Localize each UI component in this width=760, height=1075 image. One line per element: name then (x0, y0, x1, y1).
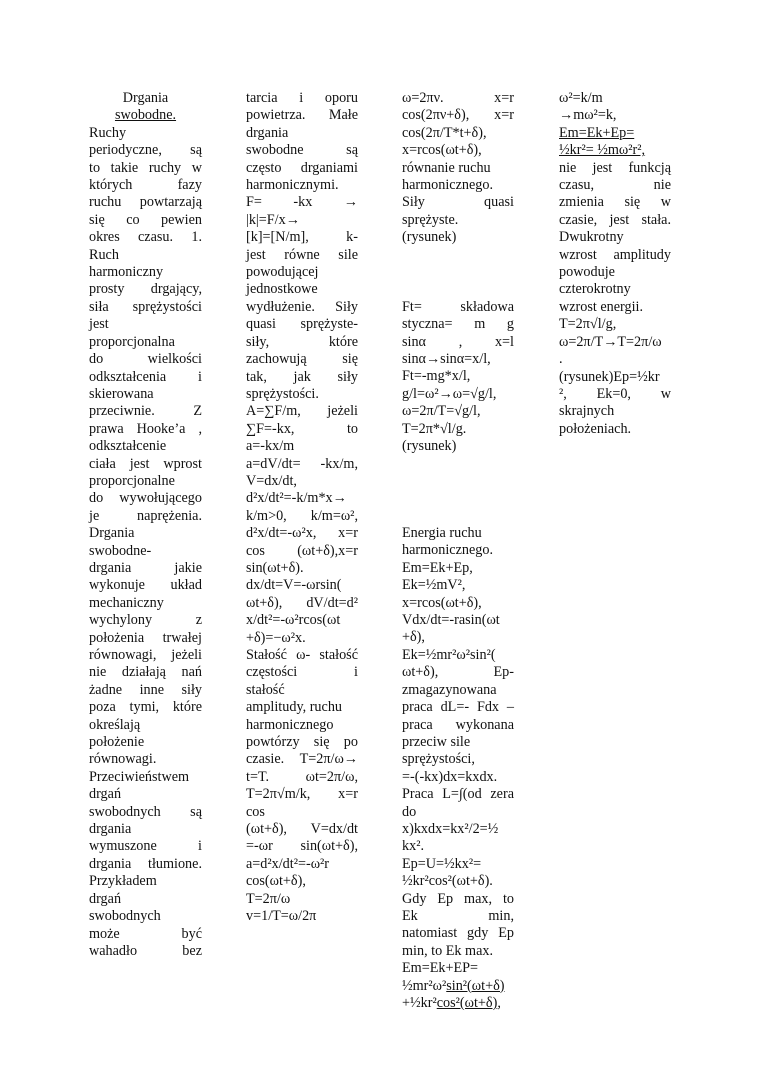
text-line: ruchu powtarzają (89, 194, 202, 211)
text-line: Przykładem (89, 873, 157, 890)
text-line: Ruchy (89, 124, 127, 141)
text-line: a=-kx/m (246, 438, 295, 455)
text-line: x)kxdx=kx²/2=½ (402, 820, 499, 837)
text-line: sinα , x=l (402, 333, 514, 350)
text-line: harmonicznego. (402, 177, 493, 194)
text-line: żadne inne siły (89, 681, 202, 698)
text-column-2 (246, 90, 358, 926)
text-line: swobodne są (246, 142, 358, 159)
text-line: wykonuje układ (89, 577, 202, 594)
text-line: =-(-kx)dx=kxdx. (402, 768, 498, 785)
text-line: cos (ωt+δ),x=r (246, 542, 358, 559)
text-line: F= -kx → (246, 194, 358, 211)
text-line: T=2π*√l/g. (402, 420, 467, 437)
text-line: czasie. T=2π/ω→ (246, 751, 358, 768)
text-line: d²x/dt²=-k/m*x→ (246, 490, 347, 507)
text-line: Gdy Ep max, to (402, 890, 514, 907)
text-line: Em=Ek+Ep, (402, 559, 473, 576)
text-line: jest (89, 316, 109, 333)
text-line: T=2π/ω (246, 890, 291, 907)
text-line: to takie ruchy w (89, 159, 202, 176)
text-line: Em=Ek+Ep= (559, 124, 635, 141)
text-line: x=rcos(ωt+δ), (402, 142, 482, 159)
text-line: praca dL=- Fdx – (402, 699, 514, 716)
text-line: a=dV/dt= -kx/m, (246, 455, 358, 472)
text-line: g/l=ω²→ω=√g/l, (402, 385, 497, 402)
text-line: Przeciwieństwem (89, 768, 190, 785)
text-line: je naprężenia. (89, 507, 202, 524)
text-line: Ft= składowa (402, 298, 514, 315)
text-line: ωt+δ), Ep- (402, 664, 514, 681)
text-line: nie działają nań (89, 664, 202, 681)
text-line: jest równe sile (246, 246, 358, 263)
text-line: równanie ruchu (402, 159, 491, 176)
text-line: proporcjonalne (89, 472, 175, 489)
text-line: ², Ek=0, w (559, 385, 671, 402)
text-column-4 (559, 90, 671, 438)
text-line: Ft=-mg*x/l, (402, 368, 471, 385)
text-line: może być (89, 925, 202, 942)
text-line: kx². (402, 838, 424, 855)
text-line: =-ωr sin(ωt+δ), (246, 838, 358, 855)
text-line: |k|=F/x→ (246, 211, 300, 228)
text-line: Em=Ek+EP= (402, 960, 479, 977)
text-line: amplitudy, ruchu (246, 699, 343, 716)
text-line: mechaniczny (89, 594, 164, 611)
text-line: cos(2πν+δ), x=r (402, 107, 514, 124)
text-line: równowagi. (89, 751, 157, 768)
text-line: ∑F=-kx, to (246, 420, 358, 437)
text-line: Praca L=∫(od zera (402, 786, 514, 803)
text-line: drgania jakie (89, 559, 202, 576)
text-line: okres czasu. 1. (89, 229, 202, 246)
text-line: ciała jest wprost (89, 455, 202, 472)
text-line: (rysunek) (402, 229, 457, 246)
text-line: tarcia i oporu (246, 90, 358, 106)
text-line: V=dx/dt, (246, 472, 297, 489)
text-line: x/dt²=-ω²rcos(ωt (246, 612, 341, 629)
text-line: t=T. ωt=2π/ω, (246, 768, 358, 785)
text-line: wzrost amplitudy (559, 246, 671, 263)
text-line: Drgania (122, 90, 169, 106)
text-line: zmagazynowana (402, 681, 497, 698)
text-line: przeciwnie. Z (89, 403, 202, 420)
text-line: sprężystości. (246, 385, 319, 402)
text-line: często drganiami (246, 159, 358, 176)
text-line: ½kr²cos²(ωt+δ). (402, 873, 493, 890)
text-line: . (559, 351, 563, 368)
text-line: skierowana (89, 385, 154, 402)
text-line: tak, jak siły (246, 368, 358, 385)
text-line: A=∑F/m, jeżeli (246, 403, 358, 420)
text-line: drgania (89, 821, 132, 838)
text-column-1 (89, 90, 202, 960)
text-line: czasu, nie (559, 177, 671, 194)
text-line: a=d²x/dt²=-ω²r (246, 855, 330, 872)
text-line: odkształcenie (89, 438, 167, 455)
text-line: zmienia się w (559, 194, 671, 211)
text-line: (rysunek)Ep=½kr (559, 368, 660, 385)
text-line: ω=2π/T→T=2π/ω (559, 333, 662, 350)
text-line: quasi sprężyste- (246, 316, 358, 333)
text-line: styczna= m g (402, 316, 514, 333)
text-line: skrajnych (559, 403, 615, 420)
text-line: (rysunek) (402, 438, 457, 455)
text-line: sprężystości, (402, 751, 475, 768)
text-line: powietrza. Małe (246, 107, 358, 124)
text-line: nie jest funkcją (559, 159, 671, 176)
text-line: Stałość ω- stałość (246, 647, 358, 663)
text-line: cos (246, 803, 265, 820)
text-line: prawa Hooke’a , (89, 420, 202, 437)
text-line: wahadło bez (89, 942, 202, 959)
text-line: [k]=[N/m], k- (246, 229, 358, 246)
text-line: harmonicznymi. (246, 177, 339, 194)
text-line: powoduje (559, 264, 615, 281)
text-line: wydłużenie. Siły (246, 298, 358, 315)
text-line: T=2π√m/k, x=r (246, 786, 358, 803)
text-line: Dwukrotny (559, 229, 624, 246)
text-line: Ruch (89, 246, 119, 263)
text-line: położenie (89, 734, 145, 751)
text-line: swobodnych (89, 908, 161, 925)
text-line: równowagi, jeżeli (89, 647, 202, 663)
text-line: wymuszone i (89, 838, 202, 855)
text-line: Drgania (89, 525, 135, 542)
text-line: harmonicznego. (402, 542, 493, 559)
text-line: Ek min, (402, 907, 514, 924)
text-line: +½kr²cos²(ωt+δ), (402, 995, 501, 1012)
text-line: cos(ωt+δ), (246, 873, 306, 890)
text-line: k/m>0, k/m=ω², (246, 507, 358, 524)
text-line: Siły quasi (402, 194, 514, 211)
text-line: harmoniczny (89, 264, 164, 281)
text-line: Vdx/dt=-rasin(ωt (402, 612, 500, 629)
text-line: powtórzy się po (246, 734, 358, 751)
text-line: czterokrotny (559, 281, 631, 298)
text-line: +δ), (402, 629, 425, 646)
text-line: prosty drgający, (89, 281, 202, 298)
text-line: dx/dt=V=-ωrsin( (246, 577, 342, 594)
text-line: drgań (89, 890, 122, 907)
text-column-3 (402, 90, 514, 1012)
text-line: wzrost energii. (559, 298, 644, 315)
text-line: powodującej (246, 264, 319, 281)
text-line: do wielkości (89, 351, 202, 368)
text-line: jednostkowe (246, 281, 318, 298)
text-line: do (402, 803, 417, 820)
text-line: →mω²=k, (559, 107, 617, 124)
text-line: się co pewien (89, 211, 202, 228)
text-line: sin(ωt+δ). (246, 559, 304, 576)
text-line: cos(2π/T*t+δ), (402, 124, 487, 141)
text-line: proporcjonalna (89, 333, 175, 350)
text-line: natomiast gdy Ep (402, 925, 514, 942)
text-line: +δ)=−ω²x. (246, 629, 306, 646)
text-line: min, to Ek max. (402, 942, 494, 959)
text-line: T=2π√l/g, (559, 316, 617, 333)
text-line: x=rcos(ωt+δ), (402, 594, 482, 611)
text-line: v=1/T=ω/2π (246, 908, 317, 925)
text-line: poza tymi, które (89, 699, 202, 716)
text-line: Ep=U=½kx²= (402, 855, 482, 872)
text-line: ½mr²ω²sin²(ωt+δ) (402, 977, 505, 994)
text-line: przeciw sile (402, 733, 471, 750)
text-line: sinα→sinα=x/l, (402, 351, 491, 368)
text-line: praca wykonana (402, 716, 514, 733)
text-line: sprężyste. (402, 211, 459, 228)
text-line: zachowują się (246, 351, 358, 368)
text-line: położeniach. (559, 420, 632, 437)
text-line: częstości i (246, 664, 358, 681)
text-line: drgań (89, 786, 122, 803)
text-line: ωt+δ), dV/dt=d² (246, 594, 358, 611)
text-line: ω=2πν. x=r (402, 90, 514, 106)
text-line: harmonicznego (246, 716, 334, 733)
text-line: odkształcenia i (89, 368, 202, 385)
text-line: (ωt+δ), V=dx/dt (246, 821, 358, 838)
text-line: ω²=k/m (559, 90, 603, 106)
text-line: stałość (246, 681, 285, 698)
text-line: drgania tłumione. (89, 855, 202, 872)
text-line: Ek=½mV², (402, 577, 466, 594)
text-line: których fazy (89, 177, 202, 194)
text-line: swobodne- (89, 542, 152, 559)
text-line: czasie, jest stała. (559, 211, 671, 228)
text-line: ω=2π/T=√g/l, (402, 403, 481, 420)
text-line: do wywołującego (89, 490, 202, 507)
text-line: Ek=½mr²ω²sin²( (402, 646, 496, 663)
text-line: periodyczne, są (89, 142, 202, 159)
text-line: ½kr²= ½mω²r², (559, 142, 646, 159)
text-line: swobodnych są (89, 803, 202, 820)
text-line: d²x/dt=-ω²x, x=r (246, 525, 358, 542)
text-line: położenia trwałej (89, 629, 202, 646)
text-line: drgania (246, 124, 289, 141)
text-line: Energia ruchu (402, 525, 482, 542)
text-line: siły, które (246, 333, 358, 350)
text-line: określają (89, 716, 141, 733)
text-line: siła sprężystości (89, 298, 202, 315)
text-line: wychylony z (89, 612, 202, 629)
text-line: swobodne. (114, 107, 177, 124)
